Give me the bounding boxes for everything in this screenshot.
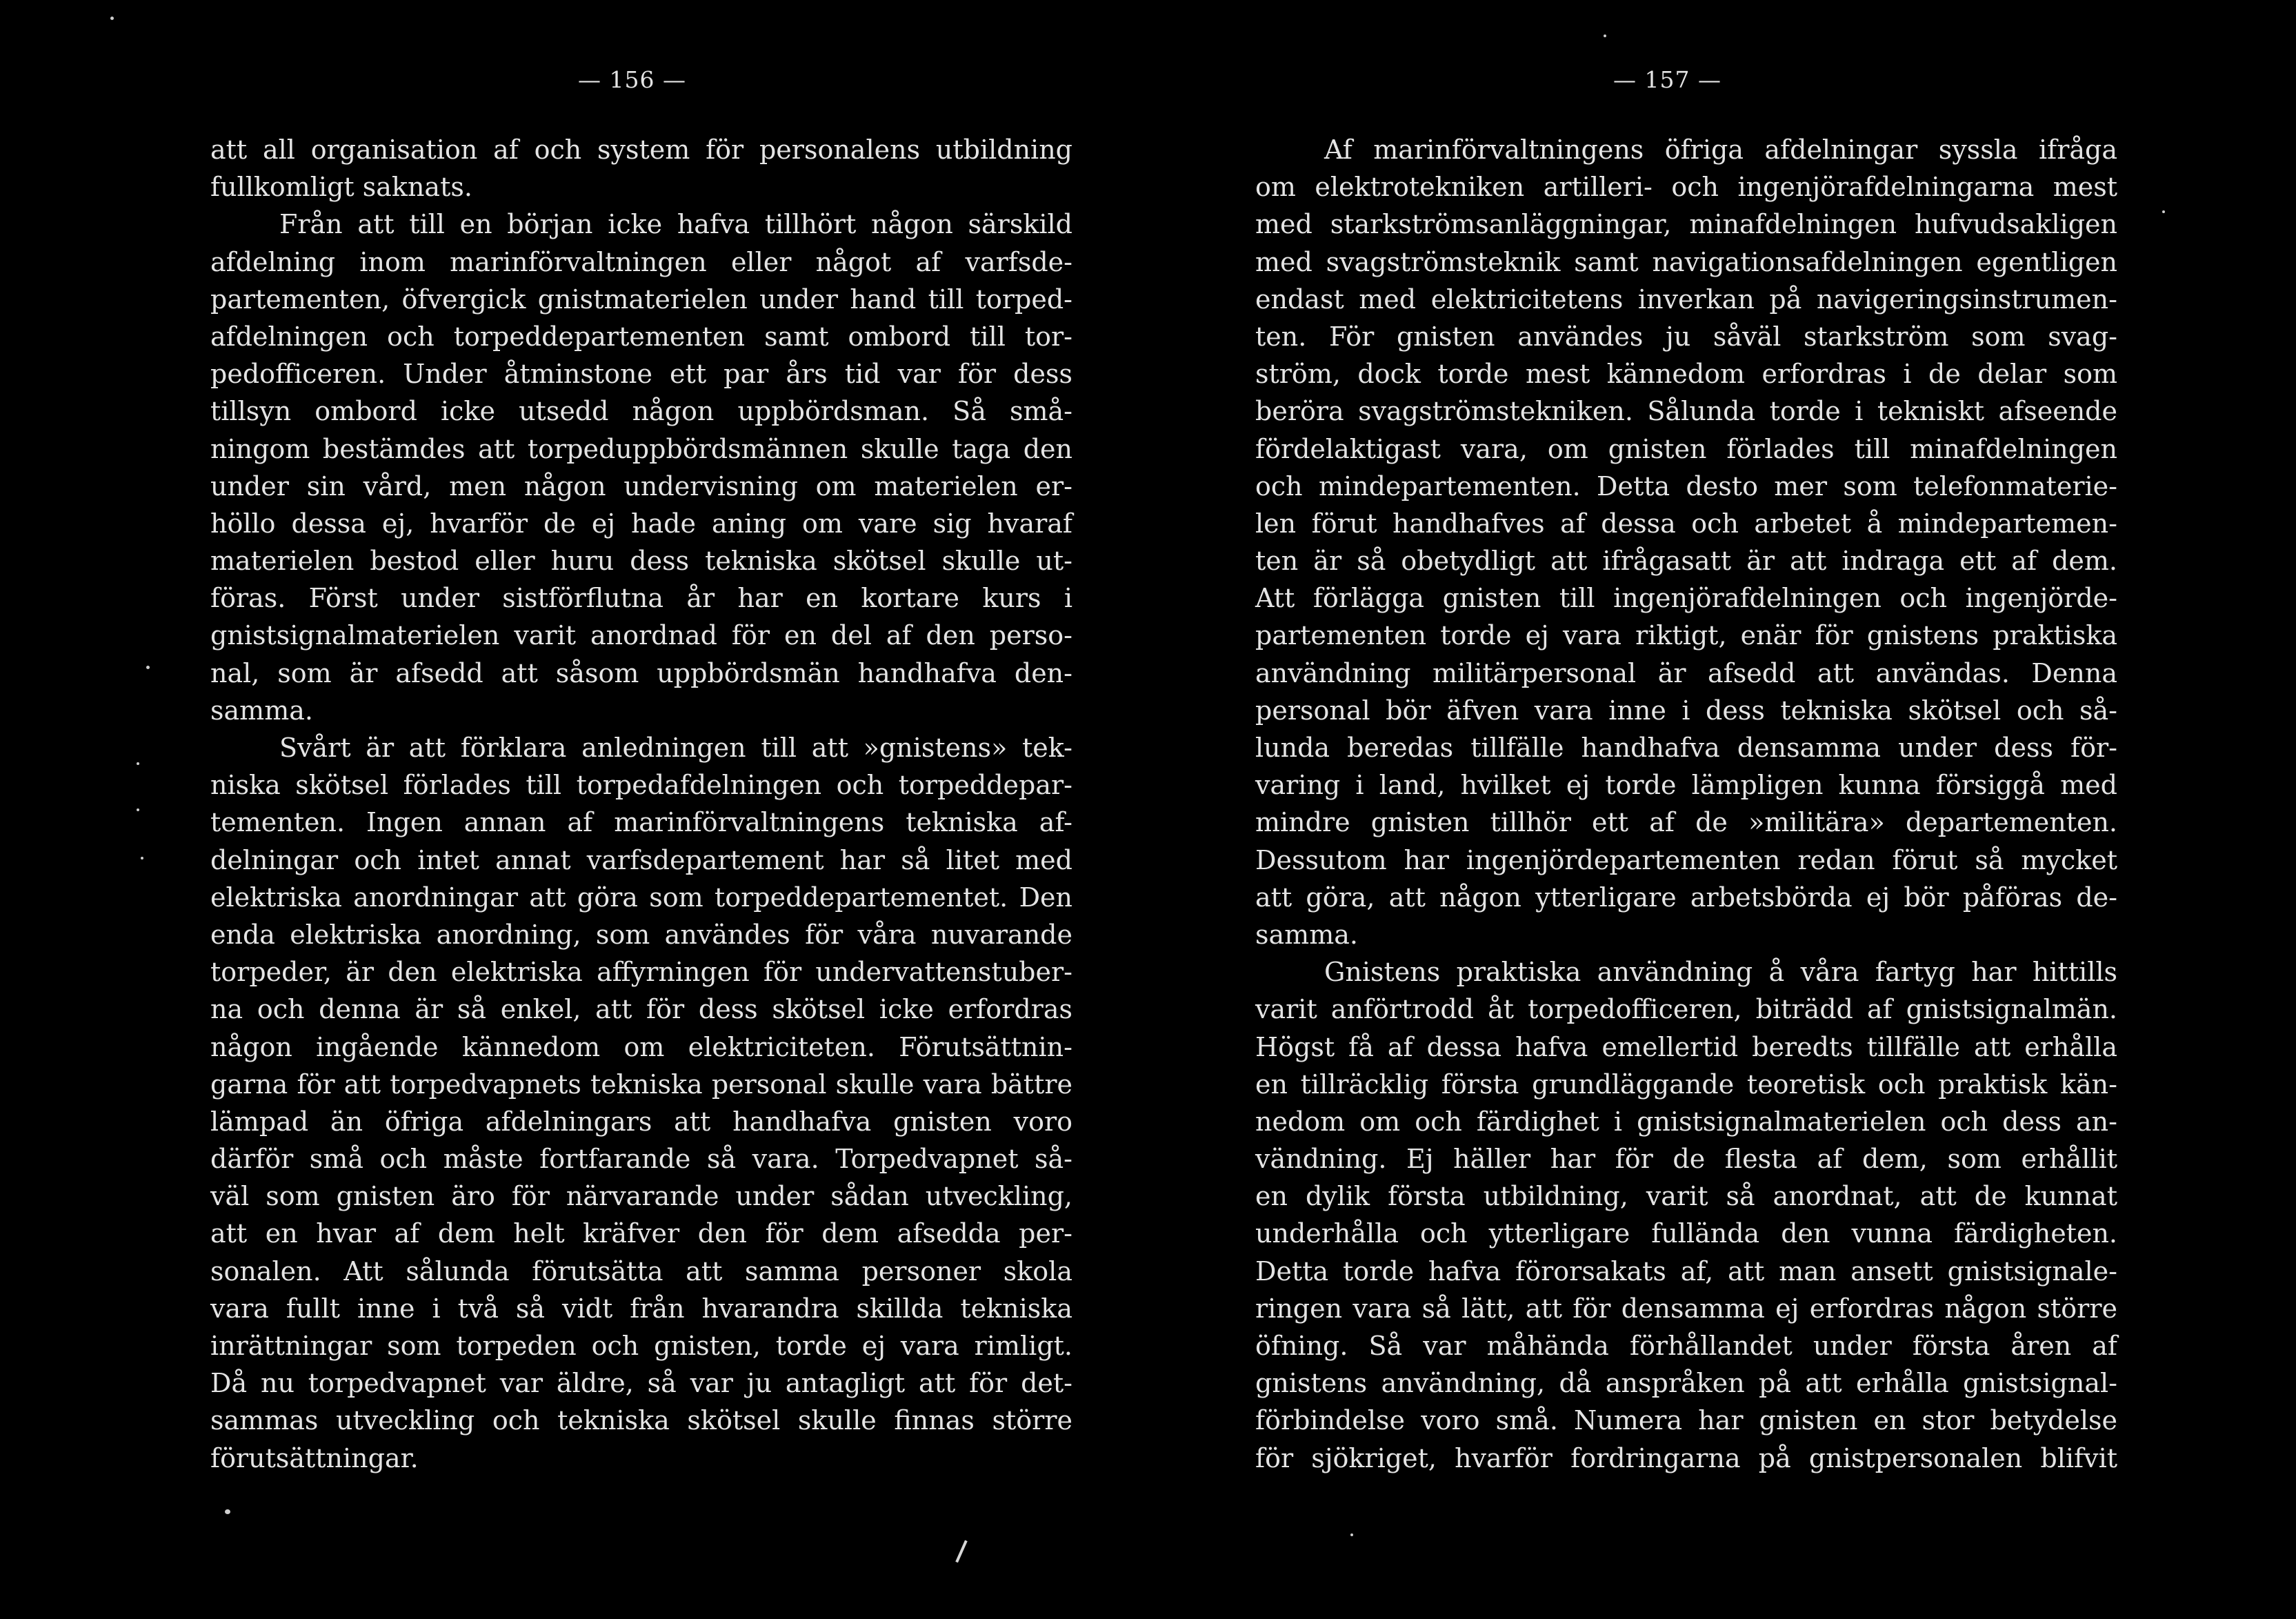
- text-line: nal, som är afsedd att såsom uppbördsmän handhafva den-: [210, 657, 1072, 688]
- left-page-number: — 156 —: [578, 66, 686, 93]
- text-line: samma.: [210, 695, 313, 726]
- text-line: Från att till en början icke hafva tillhört någon särskild: [279, 209, 1072, 240]
- text-line: beröra svagströmstekniken. Sålunda torde i tekniskt afseende: [1255, 396, 2117, 427]
- text-line: afdelning inom marinförvaltningen eller något af varfsde-: [210, 246, 1072, 277]
- text-line: fullkomligt saknats.: [210, 172, 472, 203]
- text-line: ningom bestämdes att torpeduppbördsmännen skulle taga den: [210, 433, 1072, 464]
- text-line: varit anförtrodd åt torpedofficeren, biträdd af gnistsignalmän.: [1255, 994, 2117, 1025]
- text-line: underhålla och ytterligare fullända den vunna färdigheten.: [1255, 1218, 2117, 1249]
- scan-speck: [137, 808, 139, 811]
- text-line: mindre gnisten tillhör ett af de »militära» departementen.: [1255, 807, 2117, 838]
- scan-speck: [2162, 210, 2165, 213]
- text-line: under sin vård, men någon undervisning om materielen er-: [210, 470, 1072, 501]
- scan-speck: [146, 666, 150, 669]
- scan-speck: [1350, 1533, 1353, 1536]
- text-line: ström, dock torde mest kännedom erfordras i de delar som: [1255, 359, 2117, 390]
- text-line: Dessutom har ingenjördepartementen redan förut så mycket: [1255, 844, 2117, 875]
- text-line: inrättningar som torpeden och gnisten, torde ej vara rimligt.: [210, 1331, 1072, 1361]
- text-line: för sjökriget, hvarför fordringarna på gnistpersonalen blifvit: [1255, 1442, 2117, 1473]
- text-line: väl som gnisten äro för närvarande under sådan utveckling,: [210, 1181, 1072, 1212]
- text-line: höllo dessa ej, hvarför de ej hade aning om vare sig hvaraf: [210, 508, 1072, 539]
- right-page-number: — 157 —: [1613, 66, 1721, 93]
- text-line: Att förlägga gnisten till ingenjörafdelningen och ingenjörde-: [1255, 583, 2117, 614]
- text-line: Högst få af dessa hafva emellertid beredts tillfälle att erhålla: [1255, 1031, 2117, 1062]
- text-line: därför små och måste fortfarande så vara. Torpedvapnet så-: [210, 1144, 1072, 1175]
- text-line: gnistens användning, då anspråken på att erhålla gnistsignal-: [1255, 1368, 2117, 1399]
- text-line: materielen bestod eller huru dess tekniska skötsel skulle ut-: [210, 546, 1072, 577]
- text-line: gnistsignalmaterielen varit anordnad för en del af den perso-: [210, 620, 1072, 651]
- text-line: endast med elektricitetens inverkan på navigeringsinstrumen-: [1255, 284, 2117, 315]
- text-line: nedom om och färdighet i gnistsignalmaterielen och dess an-: [1255, 1106, 2117, 1137]
- right-page-text: [1255, 131, 2117, 1477]
- text-line: förbindelse voro små. Numera har gnisten en stor betydelse: [1255, 1405, 2117, 1436]
- text-line: partementen torde ej vara riktigt, enär för gnistens praktiska: [1255, 620, 2117, 651]
- text-line: med starkströmsanläggningar, minafdelningen hufvudsakligen: [1255, 209, 2117, 240]
- text-line: lämpad än öfriga afdelningars att handhafva gnisten voro: [210, 1106, 1072, 1137]
- text-line: pedofficeren. Under åtminstone ett par års tid var för dess: [210, 359, 1072, 390]
- text-line: partementen, öfvergick gnistmaterielen under hand till torped-: [210, 284, 1072, 315]
- text-line: personal bör äfven vara inne i dess tekniska skötsel och så-: [1255, 695, 2117, 726]
- scan-speck: [1604, 34, 1606, 37]
- text-line: användning militärpersonal är afsedd att användas. Denna: [1255, 657, 2117, 688]
- text-line: att göra, att någon ytterligare arbetsbörda ej bör påföras de-: [1255, 882, 2117, 913]
- text-line: tillsyn ombord icke utsedd någon uppbördsman. Så små-: [210, 396, 1072, 427]
- text-line: len förut handhafves af dessa och arbetet å mindepartemen-: [1255, 508, 2117, 539]
- scan-speck: [137, 762, 139, 765]
- text-line: vara fullt inne i två så vidt från hvarandra skillda tekniska: [210, 1293, 1072, 1324]
- text-line: fördelaktigast vara, om gnisten förlades till minafdelningen: [1255, 433, 2117, 464]
- text-line: elektriska anordningar att göra som torpeddepartementet. Den: [210, 882, 1072, 913]
- text-line: föras. Först under sistförflutna år har en kortare kurs i: [210, 583, 1072, 614]
- text-line: tementen. Ingen annan af marinförvaltningens tekniska af-: [210, 807, 1072, 838]
- scan-speck: [225, 1509, 230, 1514]
- text-line: sammas utveckling och tekniska skötsel skulle finnas större: [210, 1405, 1072, 1436]
- text-line: ten är så obetydligt att ifrågasatt är att indraga ett af dem.: [1255, 546, 2117, 577]
- text-line: sonalen. Att sålunda förutsätta att samma personer skola: [210, 1255, 1072, 1287]
- scan-speck: [141, 857, 143, 860]
- text-line: ten. För gnisten användes ju såväl starkström som svag-: [1255, 321, 2117, 352]
- text-line: Svårt är att förklara anledningen till att »gnistens» tek-: [279, 733, 1072, 763]
- text-line: samma.: [1255, 919, 1358, 950]
- text-line: lunda beredas tillfälle handhafva densamma under dess för-: [1255, 733, 2117, 763]
- text-line: ringen vara så lätt, att för densamma ej erfordras någon större: [1255, 1293, 2117, 1324]
- text-line: Detta torde hafva förorsakats af, att man ansett gnistsignale-: [1255, 1255, 2117, 1287]
- text-line: niska skötsel förlades till torpedafdelningen och torpeddepar-: [210, 770, 1072, 801]
- text-line: förutsättningar.: [210, 1442, 419, 1473]
- scan-speck: [110, 17, 114, 20]
- text-line: en dylik första utbildning, varit så anordnat, att de kunnat: [1255, 1181, 2117, 1212]
- text-line: öfning. Så var måhända förhållandet under första åren af: [1255, 1331, 2117, 1361]
- text-line: att en hvar af dem helt kräfver den för dem afsedda per-: [210, 1218, 1072, 1249]
- text-line: delningar och intet annat varfsdepartement har så litet med: [210, 844, 1072, 875]
- text-line: någon ingående kännedom om elektriciteten. Förutsättnin-: [210, 1031, 1072, 1062]
- text-line: torpeder, är den elektriska affyrningen för undervattenstuber-: [210, 957, 1072, 988]
- text-line: varing i land, hvilket ej torde lämpligen kunna försiggå med: [1255, 770, 2117, 801]
- text-line: na och denna är så enkel, att för dess skötsel icke erfordras: [210, 994, 1072, 1025]
- right-page: [1148, 0, 2296, 1619]
- text-line: Gnistens praktiska användning å våra fartyg har hittills: [1324, 957, 2117, 988]
- text-line: om elektrotekniken artilleri- och ingenjörafdelningarna mest: [1255, 172, 2117, 203]
- text-line: och mindepartementen. Detta desto mer som telefonmaterie-: [1255, 470, 2117, 501]
- text-line: en tillräcklig första grundläggande teoretisk och praktisk kän-: [1255, 1069, 2117, 1100]
- text-line: att all organisation af och system för personalens utbildning: [210, 135, 1072, 165]
- text-line: Då nu torpedvapnet var äldre, så var ju antagligt att för det-: [210, 1368, 1072, 1399]
- text-line: vändning. Ej häller har för de flesta af dem, som erhållit: [1255, 1144, 2117, 1175]
- text-line: med svagströmsteknik samt navigationsafdelningen egentligen: [1255, 246, 2117, 277]
- text-line: garna för att torpedvapnets tekniska personal skulle vara bättre: [210, 1069, 1072, 1100]
- left-page-text: [210, 131, 1072, 1477]
- text-line: Af marinförvaltningens öfriga afdelningar syssla ifråga: [1324, 135, 2117, 165]
- text-line: enda elektriska anordning, som användes för våra nuvarande: [210, 919, 1072, 950]
- text-line: afdelningen och torpeddepartementen samt ombord till tor-: [210, 321, 1072, 352]
